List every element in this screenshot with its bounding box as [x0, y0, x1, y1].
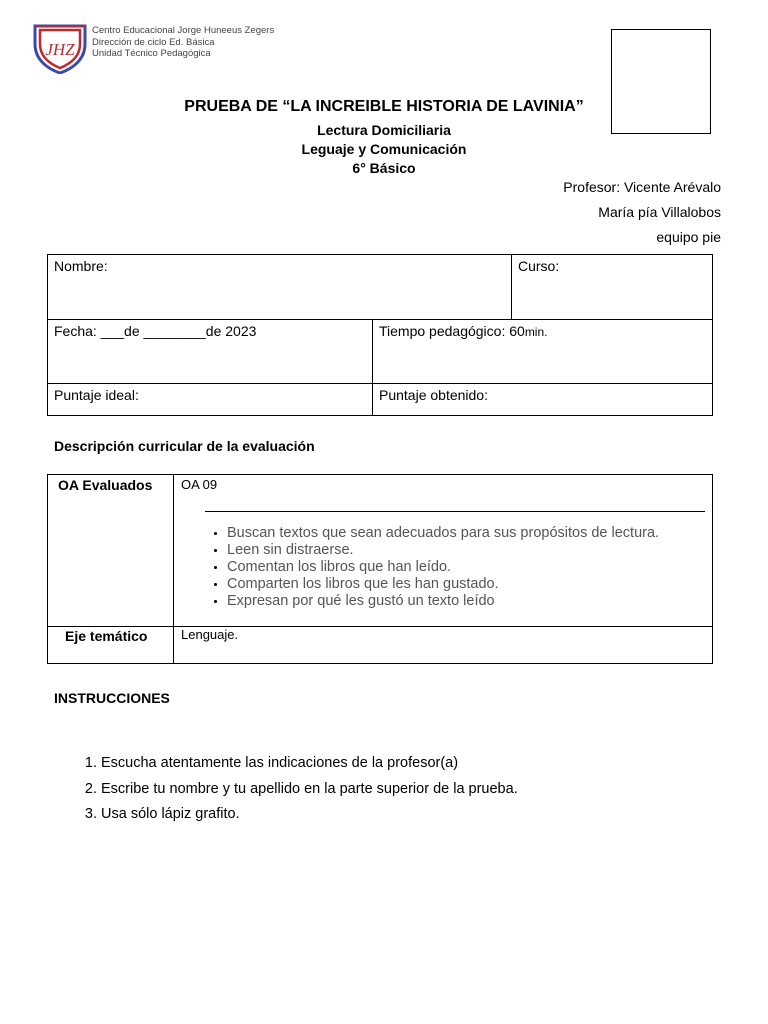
school-header: [92, 25, 274, 60]
list-item: • Comentan los libros que han leído.: [227, 559, 659, 576]
eje-header: Eje temático: [65, 628, 148, 644]
list-item: • Buscan textos que sean adecuados para sus propósitos de lectura.: [227, 525, 659, 542]
list-item: 2. Escribe tu nombre y tu apellido en la parte superior de la prueba.: [101, 777, 518, 803]
time-label: Tiempo pedagógico: 60: [379, 323, 525, 339]
oa-code: OA 09: [181, 477, 218, 492]
teacher-1: Profesor: Vicente Arévalo: [563, 179, 721, 195]
name-field[interactable]: Nombre:: [54, 258, 108, 274]
list-item: 3. Usa sólo lápiz grafito.: [101, 802, 518, 828]
teacher-3: equipo pie: [656, 229, 721, 245]
divider: [48, 626, 712, 627]
course-field[interactable]: Curso:: [518, 258, 560, 274]
subtitle-reading: Lectura Domiciliaria: [317, 122, 451, 138]
oa-underline: [205, 511, 705, 512]
time-field: [373, 320, 553, 342]
instructions-title: INSTRUCCIONES: [54, 690, 170, 706]
description-title: Descripción curricular de la evaluación: [54, 438, 315, 454]
list-item: • Expresan por qué les gustó un texto leído: [227, 593, 659, 610]
school-direction: Dirección de ciclo Ed. Básica: [92, 36, 215, 48]
eje-value: Lenguaje.: [181, 627, 239, 642]
oa-indicator-list: [201, 525, 659, 610]
teacher-2: María pía Villalobos: [598, 204, 721, 220]
list-item: • Comparten los libros que les han gustado.: [227, 576, 659, 593]
list-item: 1. Escucha atentamente las indicaciones de la profesor(a): [101, 751, 518, 777]
subtitle-subject: Leguaje y Comunicación: [301, 141, 467, 157]
date-field[interactable]: Fecha: ___de ________de 2023: [54, 323, 257, 339]
curriculum-table: [47, 474, 713, 664]
grade-box: [611, 29, 711, 134]
time-unit: min.: [524, 325, 548, 339]
list-item: • Leen sin distraerse.: [227, 542, 659, 559]
instructions-list: [77, 751, 518, 828]
divider: [173, 475, 174, 663]
school-name: Centro Educacional Jorge Huneeus Zegers: [92, 25, 275, 36]
school-logo: [32, 22, 88, 74]
school-unit: Unidad Técnico Pedagógica: [92, 48, 211, 59]
logo-text: JHZ: [45, 40, 75, 59]
obtained-score-field[interactable]: Puntaje obtenido:: [379, 387, 488, 403]
student-info-table: [47, 254, 713, 416]
subtitle-grade: 6° Básico: [352, 160, 416, 176]
oa-header: OA Evaluados: [58, 477, 153, 493]
page-title: PRUEBA DE “LA INCREIBLE HISTORIA DE LAVINIA”: [184, 98, 584, 115]
ideal-score-field: Puntaje ideal:: [54, 387, 139, 403]
